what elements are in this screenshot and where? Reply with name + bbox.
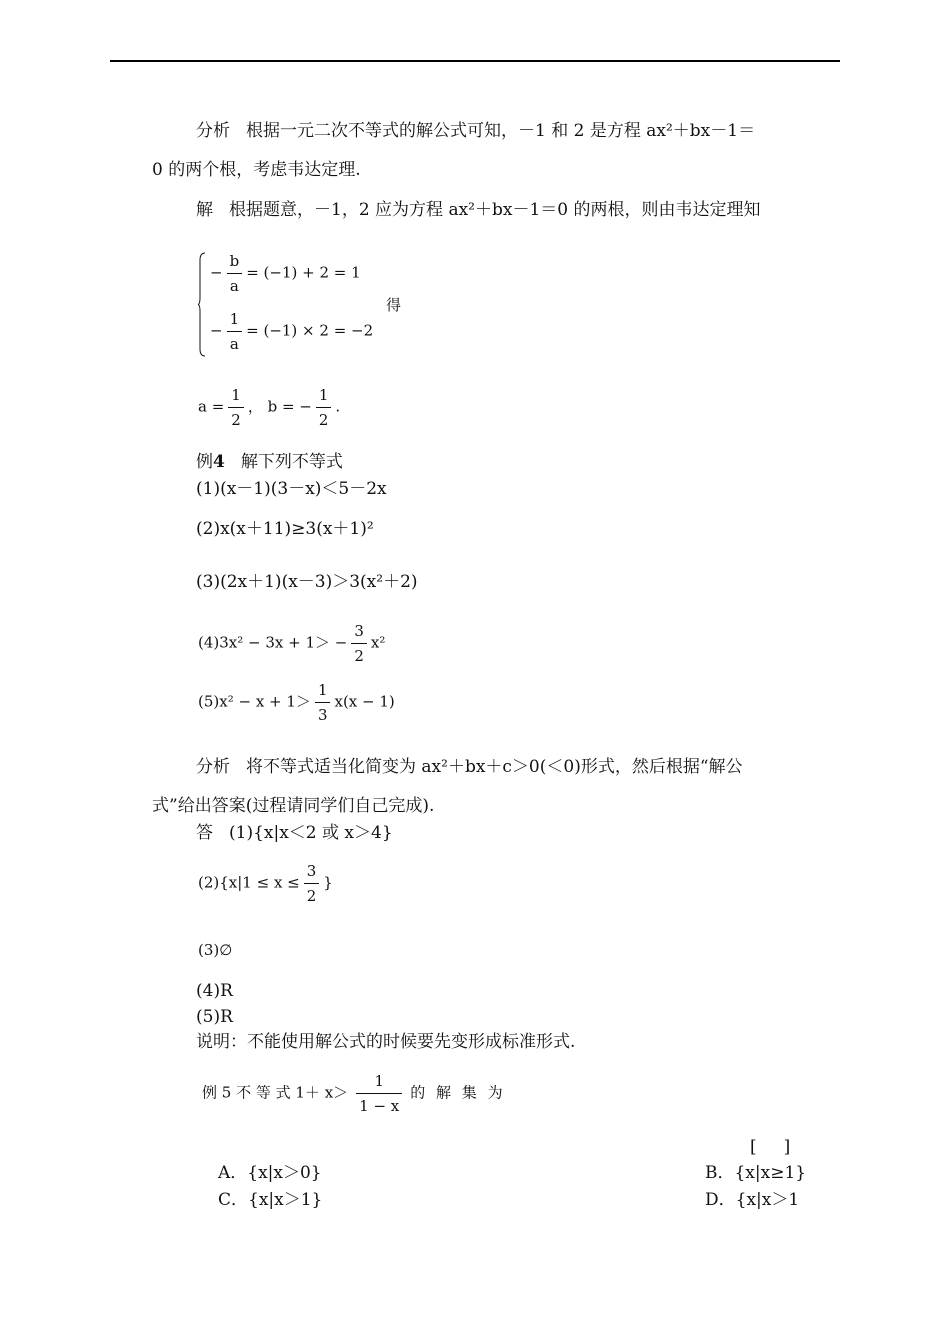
result-b-fraction [316,386,332,429]
system-brace [198,252,206,357]
solution-line [196,199,760,221]
ex4-title-text: 解下列不等式 [240,452,343,472]
ex4-q3: (3)(2x＋1)(x－3)＞3(x²＋2) [196,572,418,592]
ex5-option-d: D．{x|x＞1 [705,1190,800,1210]
result-a-label: a = [198,397,225,416]
ex5-option-b: B．{x|x≥1} [705,1163,807,1183]
eq2-den: a [229,335,239,353]
header-rule [110,60,840,62]
answer-2-post: } [323,873,333,892]
ex5-option-a: A．{x|x＞0} [218,1163,322,1183]
result-line [198,386,340,429]
eq2-num: 1 [229,310,240,328]
answer-2-pre: (2){x|1 ≤ x ≤ [198,873,300,892]
ex5-title-pre: 例 5 不 等 式 1＋ x＞ [202,1083,349,1102]
eq1-rest: = (−1) + 2 = 1 [246,263,361,282]
solution-label: 解 [196,200,213,220]
eq1-fraction [227,252,243,295]
system-de: 得 [386,296,402,314]
answer-2 [198,862,333,905]
ex5-den: 1 − x [359,1097,400,1115]
analysis-text-1: 根据一元二次不等式的解公式可知，－1 和 2 是方程 ax²＋bx－1＝ [246,121,756,141]
result-mid: ， b = − [247,397,312,416]
ex4-q4-num: 3 [354,622,364,640]
ex4-q4 [198,622,385,665]
eq2-fraction [227,310,243,353]
ex4-q4-fraction [351,622,367,665]
eq2-rest: = (−1) × 2 = −2 [246,321,374,340]
analysis-line-1 [196,120,755,142]
ex4-q5-den: 3 [317,706,328,724]
system-eq-2 [210,310,373,353]
ex4-title [196,451,343,473]
eq2-minus: − [210,321,223,340]
result-end: . [335,397,341,416]
ex4-q5-post: x(x − 1) [334,692,395,711]
ex4-q2: (2)x(x＋11)≥3(x＋1)² [196,519,374,539]
result-a-num: 1 [231,386,241,404]
ex5-answer-bracket: [ ] [750,1137,791,1157]
ex4-q4-den: 2 [354,647,364,665]
answer-4: (4)R [196,981,233,1001]
analysis2-label: 分析 [196,757,230,777]
answer-5: (5)R [196,1007,233,1027]
ex5-fraction [356,1072,402,1115]
ex4-q5-pre: (5)x² − x + 1＞ [198,692,311,711]
ex4-title-a: 例 [196,452,213,472]
eq1-num: b [229,252,240,270]
ex4-q1: (1)(x－1)(3－x)＜5－2x [196,479,387,499]
answer-2-num: 3 [306,862,317,880]
answer-label: 答 [196,823,213,843]
ex5-title-post: 的 解 集 为 [410,1083,506,1102]
ex5-num: 1 [374,1072,384,1090]
eq1-minus: − [210,263,223,282]
answer-3: (3)∅ [198,941,233,959]
result-b-num: 1 [318,386,329,404]
answer-1: (1){x|x＜2 或 x＞4} [229,823,393,843]
solution-text: 根据题意，－1，2 应为方程 ax²＋bx－1＝0 的两根，则由韦达定理知 [229,200,761,220]
eq1-den: a [229,277,239,295]
answer-2-fraction [304,862,320,905]
result-a-den: 2 [231,411,241,429]
result-a-fraction [228,386,244,429]
ex4-q4-pre: (4)3x² − 3x + 1＞ − [198,633,348,652]
ex4-q4-post: x² [370,633,386,652]
answer-1-line [196,822,393,844]
ex4-title-num: 4 [213,452,225,472]
analysis2-line-1 [196,756,743,778]
ex5-title [202,1072,506,1115]
ex4-q5 [198,681,395,724]
answer-2-den: 2 [306,887,317,905]
analysis2-line-2: 式”给出答案(过程请同学们自己完成). [152,796,435,816]
analysis-label: 分析 [196,121,230,141]
analysis-line-2: 0 的两个根，考虑韦达定理. [152,160,361,180]
note-line: 说明：不能使用解公式的时候要先变形成标准形式. [196,1032,576,1052]
ex4-q5-num: 1 [317,681,328,699]
analysis2-text-1: 将不等式适当化简变为 ax²＋bx＋c＞0(＜0)形式，然后根据“解公 [246,757,743,777]
ex4-q5-fraction [315,681,331,724]
result-b-den: 2 [318,411,329,429]
ex5-option-c: C．{x|x＞1} [218,1190,323,1210]
system-eq-1 [210,252,361,295]
